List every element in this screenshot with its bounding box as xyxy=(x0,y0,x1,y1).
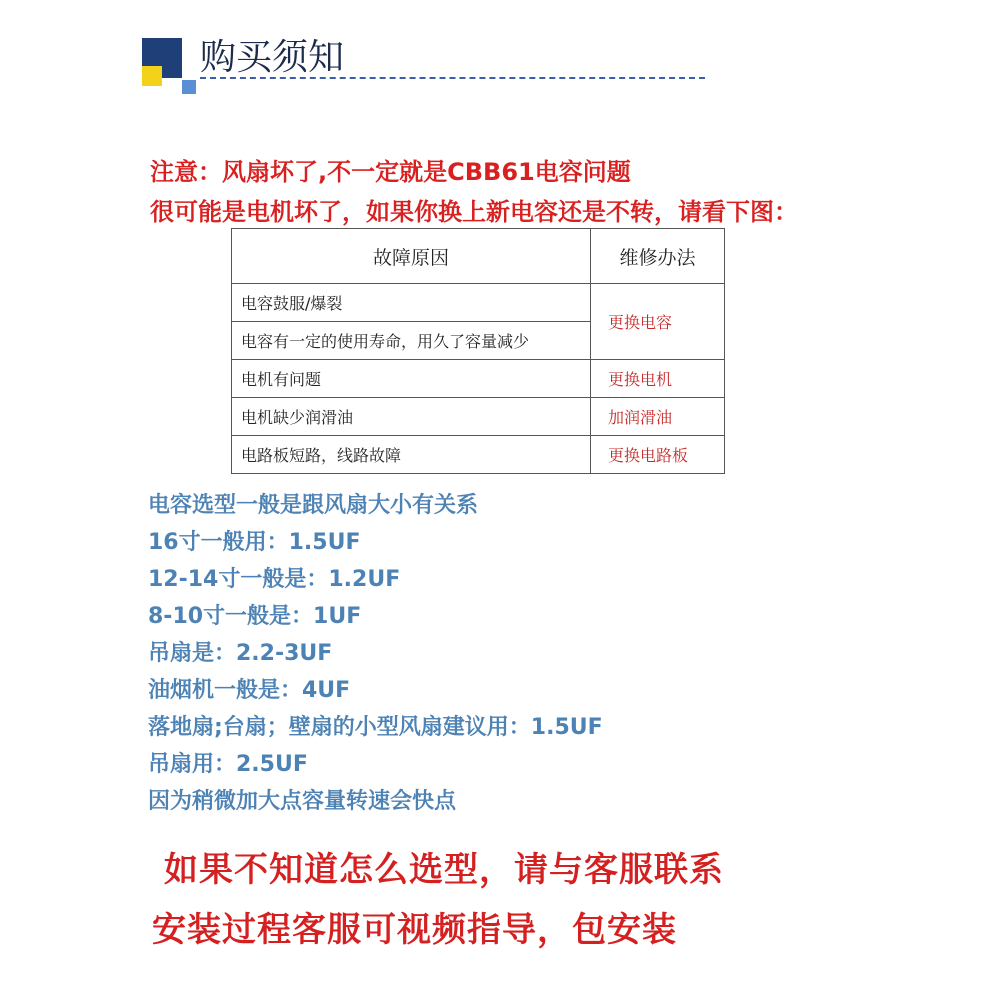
table-header-row xyxy=(232,229,725,284)
repair-method: 更换电路板 xyxy=(591,436,725,474)
recommendation-line: 电容选型一般是跟风扇大小有关系 xyxy=(148,493,479,518)
footer-line-1: 如果不知道怎么选型，请与客服联系 xyxy=(164,850,724,890)
section-header xyxy=(142,36,712,96)
fault-cause: 电容鼓服/爆裂 xyxy=(232,284,591,322)
column-header-fix: 维修办法 xyxy=(591,229,725,284)
column-header-cause: 故障原因 xyxy=(232,229,591,284)
page-title: 购买须知 xyxy=(200,37,345,78)
table-row xyxy=(232,398,725,436)
notice-line-2: 很可能是电机坏了，如果你换上新电容还是不转，请看下图： xyxy=(150,198,798,226)
table-row xyxy=(232,360,725,398)
header-divider xyxy=(200,77,705,79)
recommendation-line: 油烟机一般是：4UF xyxy=(148,678,351,703)
fault-repair-table xyxy=(231,228,725,474)
fault-cause: 电路板短路，线路故障 xyxy=(232,436,591,474)
recommendation-line: 吊扇用：2.5UF xyxy=(148,752,308,777)
recommendation-line: 12-14寸一般是：1.2UF xyxy=(148,567,401,592)
repair-method: 更换电机 xyxy=(591,360,725,398)
header-decor-square xyxy=(182,80,196,94)
recommendation-line: 16寸一般用：1.5UF xyxy=(148,530,361,555)
notice-line-1: 注意：风扇坏了,不一定就是CBB61电容问题 xyxy=(150,158,631,186)
footer-line-2: 安装过程客服可视频指导，包安装 xyxy=(152,910,677,950)
recommendation-line: 因为稍微加大点容量转速会快点 xyxy=(148,789,457,814)
fault-cause: 电机缺少润滑油 xyxy=(232,398,591,436)
fault-cause: 电机有问题 xyxy=(232,360,591,398)
header-decor-square xyxy=(142,66,162,86)
fault-cause: 电容有一定的使用寿命，用久了容量减少 xyxy=(232,322,591,360)
recommendation-line: 吊扇是：2.2-3UF xyxy=(148,641,333,666)
table-row xyxy=(232,436,725,474)
table-row xyxy=(232,284,725,322)
repair-method: 更换电容 xyxy=(591,284,725,360)
repair-method: 加润滑油 xyxy=(591,398,725,436)
recommendation-line: 8-10寸一般是：1UF xyxy=(148,604,362,629)
recommendation-line: 落地扇;台扇；壁扇的小型风扇建议用：1.5UF xyxy=(148,715,603,740)
